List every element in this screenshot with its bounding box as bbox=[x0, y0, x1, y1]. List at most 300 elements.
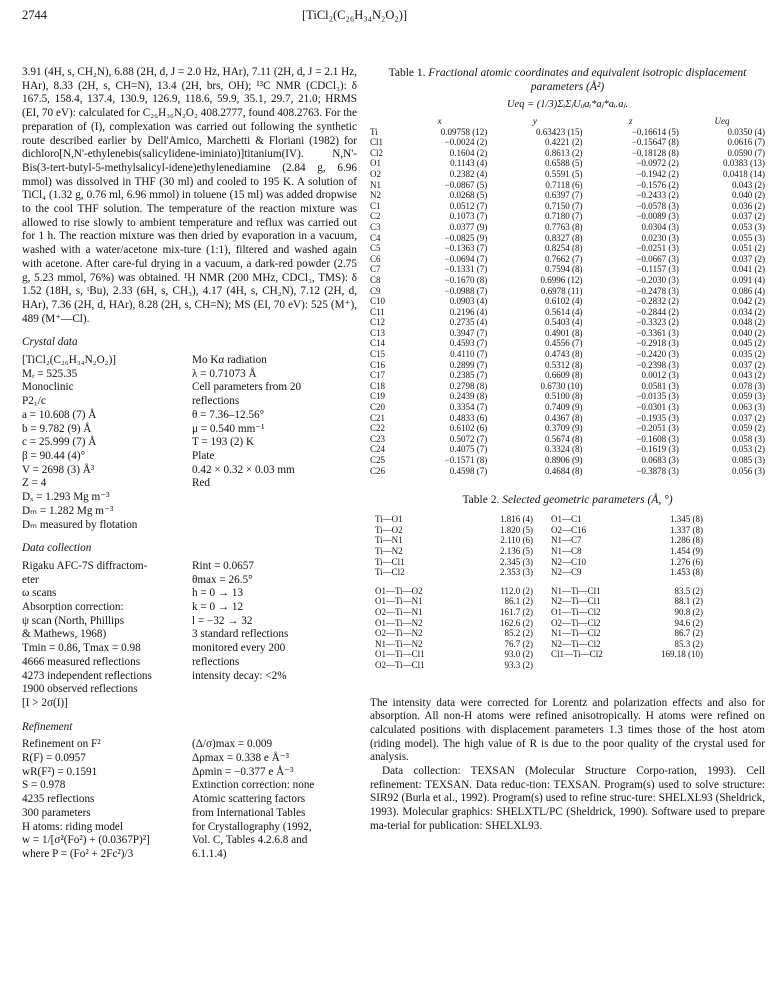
table-cell: 0.5403 (4) bbox=[545, 317, 583, 328]
table-row bbox=[375, 628, 703, 639]
table-row bbox=[375, 535, 703, 546]
table-row bbox=[370, 243, 765, 254]
refinement-heading: Refinement bbox=[22, 720, 73, 733]
crystal-col2-line: T = 193 (2) K bbox=[192, 436, 255, 449]
table-cell: Ti—Cl1 bbox=[375, 556, 405, 567]
table-cell: 0.0903 (4) bbox=[449, 296, 488, 307]
table-row bbox=[370, 338, 765, 349]
table-cell: O1—Ti—Cl2 bbox=[551, 606, 601, 617]
experimental-notes bbox=[370, 697, 765, 834]
table-cell: 0.1073 (7) bbox=[449, 211, 488, 222]
table-cell: 0.0350 (4) bbox=[727, 126, 765, 137]
table-cell: 0.045 (2) bbox=[732, 338, 765, 349]
table-cell: C10 bbox=[370, 296, 386, 307]
refinement-col2-line: Vol. C, Tables 4.2.6.8 and bbox=[192, 834, 308, 847]
table1-header-row bbox=[370, 116, 765, 127]
data-collection-col2 bbox=[192, 560, 357, 711]
table-cell: 0.7763 (8) bbox=[545, 221, 583, 232]
table-cell: 0.4110 (7) bbox=[450, 349, 488, 360]
collection-col1-line: 4666 measured reflections bbox=[22, 655, 141, 668]
table-cell: C19 bbox=[370, 391, 386, 402]
crystal-data-col1 bbox=[22, 354, 192, 532]
table-cell: C22 bbox=[370, 423, 386, 434]
table-cell: 0.63423 (15) bbox=[536, 126, 583, 137]
notes-paragraph-1: The intensity data were corrected for Lorentz and polarization effects and also for absorption. All non-H atoms were refined anisotropically. H atoms were refined on calculated positions with displacement parameters 1.3 times those of the host atom (riding model). The high value of R is due to the poor quality of the crystal used for analysis. bbox=[370, 696, 765, 764]
table-cell: 0.3709 (9) bbox=[545, 423, 583, 434]
table1-caption-text: Fractional atomic coordinates and equivalent isotropic displacement parameters (Å²) bbox=[428, 67, 747, 93]
crystal-col1-line: c = 25.999 (7) Å bbox=[22, 436, 97, 449]
table-cell: 0.0512 (7) bbox=[449, 200, 488, 211]
table-cell: O1—C1 bbox=[551, 514, 582, 525]
table-cell: C6 bbox=[370, 253, 381, 264]
table-cell: 0.7662 (7) bbox=[545, 253, 583, 264]
table-cell: C5 bbox=[370, 243, 381, 254]
table-row bbox=[370, 158, 765, 169]
collection-col2-line: monitored every 200 bbox=[192, 642, 286, 655]
table-cell: 0.4556 (7) bbox=[545, 338, 583, 349]
table-cell: O1—Ti—O2 bbox=[375, 585, 423, 596]
table-row bbox=[370, 233, 765, 244]
table-cell: 0.1143 (4) bbox=[450, 158, 488, 169]
table-cell: −0.2051 (3) bbox=[636, 423, 679, 434]
table-row bbox=[375, 618, 703, 629]
table-row bbox=[375, 596, 703, 607]
table-cell: 0.036 (2) bbox=[732, 200, 765, 211]
table-cell: −0.1157 (3) bbox=[636, 264, 679, 275]
table-cell: N2—Ti—Cl1 bbox=[551, 596, 601, 607]
refinement-col1-line: 4235 reflections bbox=[22, 793, 95, 806]
table2-body bbox=[375, 514, 703, 670]
table-cell: Ti—N1 bbox=[375, 535, 403, 546]
table-cell: 0.4684 (8) bbox=[545, 465, 583, 476]
refinement-col2-line: Atomic scattering factors bbox=[192, 793, 306, 806]
table-cell: Ti—Cl2 bbox=[375, 567, 405, 578]
collection-col1-line: Rigaku AFC-7S diffractom- bbox=[22, 559, 148, 572]
collection-col1-line: & Mathews, 1968) bbox=[22, 628, 107, 641]
table-cell: −0.2420 (3) bbox=[636, 349, 679, 360]
table-row bbox=[375, 514, 703, 525]
table-row bbox=[370, 275, 765, 286]
collection-col2-line: k = 0 → 12 bbox=[192, 601, 244, 614]
table-cell: −0.0578 (3) bbox=[636, 200, 679, 211]
table-cell: 0.5312 (8) bbox=[545, 359, 583, 370]
crystal-col1-line: Z = 4 bbox=[22, 477, 47, 490]
table-cell: Ti—N2 bbox=[375, 545, 403, 556]
table-cell: −0.2030 (3) bbox=[636, 274, 679, 285]
table-row bbox=[370, 148, 765, 159]
collection-col1-line: Absorption correction: bbox=[22, 601, 124, 614]
table-cell: −0.2918 (3) bbox=[636, 338, 679, 349]
table-row bbox=[375, 557, 703, 568]
table-cell: 94.6 (2) bbox=[674, 617, 703, 628]
running-header bbox=[22, 8, 762, 24]
table-row bbox=[370, 211, 765, 222]
table-cell: 0.6996 (12) bbox=[540, 274, 583, 285]
table-cell: C1 bbox=[370, 200, 381, 211]
table-cell: 0.6588 (5) bbox=[545, 158, 583, 169]
table-cell: C13 bbox=[370, 327, 386, 338]
table-cell: 76.7 (2) bbox=[504, 638, 533, 649]
table-row bbox=[370, 222, 765, 233]
table1-column-header: z bbox=[628, 116, 633, 126]
table-cell: N1—Ti—Cl2 bbox=[551, 628, 601, 639]
table-cell: C23 bbox=[370, 433, 386, 444]
refinement-col1 bbox=[22, 738, 192, 861]
table-cell: 85.3 (2) bbox=[674, 638, 703, 649]
collection-col2-line: θmax = 26.5° bbox=[192, 573, 253, 586]
table-cell: 0.6609 (8) bbox=[545, 370, 583, 381]
table-cell: 0.063 (3) bbox=[732, 402, 765, 413]
table-cell: 2.345 (3) bbox=[500, 556, 533, 567]
table-row bbox=[375, 607, 703, 618]
table-cell: 0.058 (3) bbox=[732, 433, 765, 444]
table-cell: 0.056 (3) bbox=[732, 465, 765, 476]
table1-label: Table 1. bbox=[388, 67, 426, 79]
table-cell: −0.1363 (7) bbox=[444, 243, 488, 254]
table-cell: C7 bbox=[370, 264, 381, 275]
table-cell: 0.2439 (8) bbox=[449, 391, 488, 402]
data-collection-block bbox=[22, 560, 357, 711]
table-cell: C21 bbox=[370, 412, 386, 423]
table-cell: −0.1608 (3) bbox=[636, 433, 679, 444]
table-cell: 0.0418 (14) bbox=[723, 168, 765, 179]
table-row bbox=[370, 466, 765, 477]
table-cell: 0.2385 (7) bbox=[449, 370, 488, 381]
table-cell: 0.4075 (7) bbox=[449, 444, 488, 455]
table-cell: 2.110 (6) bbox=[500, 535, 533, 546]
table-cell: 0.0012 (3) bbox=[641, 370, 679, 381]
table-cell: 0.5591 (5) bbox=[545, 168, 583, 179]
table-cell: −0.18128 (8) bbox=[631, 147, 679, 158]
table-cell: −0.3878 (3) bbox=[636, 465, 679, 476]
refinement-col2-line: from International Tables bbox=[192, 806, 306, 819]
table-cell: 1.453 (8) bbox=[670, 567, 703, 578]
left-column bbox=[22, 66, 357, 862]
table-cell: C11 bbox=[370, 306, 385, 317]
table-cell: −0.0867 (5) bbox=[444, 179, 488, 190]
table-cell: O2—Ti—Cl2 bbox=[551, 617, 601, 628]
table-cell: O1—Ti—N1 bbox=[375, 596, 423, 607]
table-row bbox=[375, 567, 703, 578]
table-row bbox=[370, 180, 765, 191]
table-cell: −0.1576 (2) bbox=[636, 179, 679, 190]
collection-col1-line: ω scans bbox=[22, 587, 57, 600]
table-cell: C16 bbox=[370, 359, 386, 370]
table-cell: 0.041 (2) bbox=[732, 264, 765, 275]
table-cell: 0.8906 (9) bbox=[545, 455, 583, 465]
table-cell: −0.0825 (9) bbox=[444, 232, 488, 243]
table-cell: Cl2 bbox=[370, 147, 384, 158]
table-cell: 0.8613 (2) bbox=[545, 147, 583, 158]
data-collection-heading: Data collection bbox=[22, 542, 92, 555]
table-row bbox=[375, 546, 703, 557]
crystal-col1-line: Mᵣ = 525.35 bbox=[22, 367, 78, 380]
table-cell: N2—Ti—Cl2 bbox=[551, 638, 601, 649]
table-cell: 0.8327 (8) bbox=[545, 232, 583, 243]
table-cell: 0.6102 (6) bbox=[449, 423, 488, 434]
table-cell: 0.4743 (8) bbox=[545, 349, 583, 360]
table-row bbox=[370, 137, 765, 148]
crystal-data-col2 bbox=[192, 354, 357, 532]
table-cell: 1.345 (8) bbox=[670, 514, 703, 525]
table-cell: 86.1 (2) bbox=[504, 596, 533, 607]
collection-col2-line: Rint = 0.0657 bbox=[192, 559, 254, 572]
table-cell: 1.820 (5) bbox=[500, 524, 533, 535]
table-cell: 0.4901 (8) bbox=[545, 327, 583, 338]
table-cell: 0.0230 (3) bbox=[641, 232, 679, 243]
table-cell: 1.276 (6) bbox=[670, 556, 703, 567]
table-cell: 0.2899 (7) bbox=[449, 359, 488, 370]
table-cell: 0.0683 (3) bbox=[641, 455, 679, 465]
table-cell: −0.3361 (3) bbox=[636, 327, 679, 338]
refinement-col2-line: 6.1.1.4) bbox=[192, 847, 227, 860]
crystal-col2-line: Cell parameters from 20 bbox=[192, 381, 302, 394]
table-cell: 88.1 (2) bbox=[674, 596, 703, 607]
table-cell: −0.1619 (3) bbox=[636, 444, 679, 455]
crystal-col1-line: Dₓ = 1.293 Mg m⁻³ bbox=[22, 491, 110, 504]
table-cell bbox=[633, 660, 703, 671]
table-row bbox=[370, 127, 765, 138]
table-cell: C9 bbox=[370, 285, 381, 296]
table-cell: −0.15647 (8) bbox=[631, 137, 679, 148]
table-cell: 1.286 (8) bbox=[670, 535, 703, 546]
table-cell: C26 bbox=[370, 465, 386, 476]
refinement-block bbox=[22, 738, 357, 861]
table-cell: Cl1 bbox=[370, 137, 384, 148]
table-cell: 1.816 (4) bbox=[500, 514, 533, 525]
table-cell: 169.18 (10) bbox=[661, 649, 703, 660]
table-cell: 0.034 (2) bbox=[732, 306, 765, 317]
table1-column-header bbox=[370, 116, 392, 127]
table-cell: C17 bbox=[370, 370, 386, 381]
crystal-col1-line: [TiCl₂(C₂₆H₃₄N₂O₂)] bbox=[22, 354, 117, 367]
table-cell: 0.0616 (7) bbox=[727, 137, 765, 148]
table-cell: −0.1942 (2) bbox=[636, 168, 679, 179]
table-cell: 90.8 (2) bbox=[674, 606, 703, 617]
refinement-col2 bbox=[192, 738, 357, 861]
table-cell: 0.3324 (8) bbox=[545, 444, 583, 455]
table-cell: 0.055 (3) bbox=[732, 232, 765, 243]
table1-body bbox=[370, 127, 765, 477]
table-row bbox=[370, 201, 765, 212]
table-cell: 0.4593 (7) bbox=[449, 338, 488, 349]
refinement-col2-line: Extinction correction: none bbox=[192, 779, 315, 792]
table-row bbox=[370, 423, 765, 434]
table-row bbox=[375, 586, 703, 597]
table-row bbox=[370, 455, 765, 466]
table-cell: Ti—O1 bbox=[375, 514, 403, 525]
crystal-col1-line: b = 9.782 (9) Å bbox=[22, 422, 92, 435]
crystal-col1-line: β = 90.44 (4)° bbox=[22, 449, 86, 462]
table-cell: −0.2844 (2) bbox=[636, 306, 679, 317]
table-cell: 0.091 (4) bbox=[732, 274, 765, 285]
table-row bbox=[370, 434, 765, 445]
collection-col1-line: [I > 2σ(I)] bbox=[22, 696, 68, 709]
table-cell: 2.353 (3) bbox=[500, 567, 533, 578]
table-cell: −0.0024 (2) bbox=[444, 137, 488, 148]
table-cell bbox=[551, 660, 633, 671]
table-cell: −0.0972 (2) bbox=[636, 158, 679, 169]
table-row bbox=[370, 317, 765, 328]
crystal-col2-line: reflections bbox=[192, 395, 240, 408]
table-row bbox=[370, 391, 765, 402]
crystal-col2-line: λ = 0.71073 Å bbox=[192, 367, 257, 380]
table-cell: C2 bbox=[370, 211, 381, 222]
collection-col1-line: 4273 independent reflections bbox=[22, 669, 152, 682]
table-cell: 0.6730 (10) bbox=[540, 380, 583, 391]
table-cell: 0.7150 (7) bbox=[545, 200, 583, 211]
table-cell: −0.0089 (3) bbox=[636, 211, 679, 222]
crystal-col1-line: Dₘ = 1.282 Mg m⁻³ bbox=[22, 504, 114, 517]
table1-column-header: Ueq bbox=[714, 116, 730, 126]
table-cell: 0.3354 (7) bbox=[449, 402, 488, 413]
table-cell: N2 bbox=[370, 190, 381, 201]
table-cell: 2.136 (5) bbox=[500, 545, 533, 556]
table2-label: Table 2. bbox=[462, 494, 500, 507]
table-cell: 93.3 (2) bbox=[504, 659, 533, 670]
atomic-coordinates-table bbox=[370, 116, 765, 476]
crystal-data-block bbox=[22, 354, 357, 532]
table-row bbox=[370, 328, 765, 339]
table-cell: 0.7409 (9) bbox=[545, 402, 583, 413]
refinement-col2-line: Δρmin = −0.377 e Å⁻³ bbox=[192, 765, 294, 778]
table-cell: 86.7 (2) bbox=[674, 628, 703, 639]
table-cell: Ti bbox=[370, 126, 378, 137]
table-cell: 0.053 (3) bbox=[732, 221, 765, 232]
table-row bbox=[370, 413, 765, 424]
table-row bbox=[370, 349, 765, 360]
table-row bbox=[370, 444, 765, 455]
table-cell: −0.2832 (2) bbox=[636, 296, 679, 307]
table-cell: 0.078 (3) bbox=[732, 380, 765, 391]
crystal-col2-line: θ = 7.36–12.56° bbox=[192, 408, 265, 421]
table-row bbox=[370, 307, 765, 318]
collection-col1-line: ψ scan (North, Phillips bbox=[22, 614, 125, 627]
table-cell: 0.3947 (7) bbox=[449, 327, 488, 338]
table-cell: 0.086 (4) bbox=[732, 285, 765, 296]
table-cell: 162.6 (2) bbox=[500, 617, 533, 628]
table-cell: −0.2433 (2) bbox=[636, 190, 679, 201]
table1-caption bbox=[370, 66, 765, 94]
table-cell: 0.037 (2) bbox=[732, 359, 765, 370]
refinement-col1-line: wR(F²) = 0.1591 bbox=[22, 765, 98, 778]
table-cell: 0.040 (2) bbox=[732, 190, 765, 201]
refinement-col2-line: Δρmax = 0.338 e Å⁻³ bbox=[192, 752, 290, 765]
collection-col1-line: eter bbox=[22, 573, 39, 586]
collection-col2-line: intensity decay: <2% bbox=[192, 669, 287, 682]
table1-column-header: x bbox=[437, 116, 442, 126]
table-cell: C8 bbox=[370, 274, 381, 285]
table-cell: C15 bbox=[370, 349, 386, 360]
crystal-col1-line: Monoclinic bbox=[22, 381, 74, 394]
table-cell: 0.0304 (3) bbox=[641, 221, 679, 232]
crystal-data-heading: Crystal data bbox=[22, 336, 78, 349]
table-cell: 0.0383 (13) bbox=[723, 158, 765, 169]
table1-column-header: y bbox=[532, 116, 537, 126]
data-collection-col1 bbox=[22, 560, 192, 711]
table-cell: C12 bbox=[370, 317, 386, 328]
collection-col2-line: h = 0 → 13 bbox=[192, 587, 244, 600]
table-cell: 0.5674 (8) bbox=[545, 433, 583, 444]
table-cell: 0.085 (3) bbox=[732, 455, 765, 465]
table-cell: C14 bbox=[370, 338, 386, 349]
table-cell: 0.4221 (2) bbox=[545, 137, 583, 148]
table-cell: N2—C10 bbox=[551, 556, 587, 567]
table-row bbox=[370, 254, 765, 265]
page-number: 2744 bbox=[22, 8, 47, 22]
table-cell: −0.2398 (3) bbox=[636, 359, 679, 370]
table-row bbox=[370, 286, 765, 297]
table-cell: 85.2 (2) bbox=[504, 628, 533, 639]
geometric-parameters-table bbox=[375, 514, 703, 670]
table-cell: N1—Ti—Cl1 bbox=[551, 585, 601, 596]
table-cell: 0.7118 (6) bbox=[545, 179, 583, 190]
table-cell: −0.0988 (7) bbox=[444, 285, 488, 296]
table-cell: −0.2478 (3) bbox=[636, 285, 679, 296]
table-cell: 0.2735 (4) bbox=[449, 317, 488, 328]
table-cell: 0.4833 (6) bbox=[449, 412, 488, 423]
refinement-col1-line: H atoms: riding model bbox=[22, 820, 123, 833]
refinement-col1-line: Refinement on F² bbox=[22, 738, 101, 751]
table-cell: −0.1331 (7) bbox=[444, 264, 488, 275]
table-cell: 0.7180 (7) bbox=[545, 211, 583, 222]
table-cell: 0.2196 (4) bbox=[449, 306, 488, 317]
table-cell: N1 bbox=[370, 179, 381, 190]
table-row bbox=[375, 525, 703, 536]
table-cell: −0.1935 (3) bbox=[636, 412, 679, 423]
collection-col2-line: reflections bbox=[192, 655, 240, 668]
refinement-col1-line: where P = (Fo² + 2Fc²)/3 bbox=[22, 847, 134, 860]
table-cell: 0.053 (2) bbox=[732, 444, 765, 455]
table-cell: 0.2382 (4) bbox=[449, 168, 488, 179]
table2-caption bbox=[370, 494, 765, 506]
collection-col2-line: l = −32 → 32 bbox=[192, 614, 253, 627]
table-cell: O2—Ti—Cl1 bbox=[375, 659, 425, 670]
table-cell: O1 bbox=[370, 158, 381, 169]
table-row bbox=[370, 381, 765, 392]
table-cell: 0.5100 (8) bbox=[545, 391, 583, 402]
table-cell: N1—Ti—N2 bbox=[375, 638, 423, 649]
table-cell: 0.0377 (9) bbox=[449, 221, 488, 232]
table-cell: 93.0 (2) bbox=[504, 649, 533, 660]
table-cell: O1—Ti—N2 bbox=[375, 617, 423, 628]
table-cell: 0.09758 (12) bbox=[440, 126, 488, 137]
table-cell: 0.051 (2) bbox=[732, 243, 765, 254]
collection-col1-line: 1900 observed reflections bbox=[22, 683, 138, 696]
table-row bbox=[375, 639, 703, 650]
table-cell: 0.5614 (4) bbox=[545, 306, 583, 317]
table-cell: −0.0301 (3) bbox=[636, 402, 679, 413]
table-cell: C3 bbox=[370, 221, 381, 232]
table-cell: −0.1670 (8) bbox=[444, 274, 488, 285]
table-cell: 0.037 (2) bbox=[732, 211, 765, 222]
table-cell: −0.0694 (7) bbox=[444, 253, 488, 264]
header-title: [TiCl₂(C₂₆H₃₄N₂O₂)] bbox=[302, 8, 408, 22]
crystal-col2-line: Red bbox=[192, 477, 211, 490]
table-cell: 0.059 (2) bbox=[732, 423, 765, 434]
crystal-col2-line: Plate bbox=[192, 449, 215, 462]
synthesis-paragraph: 3.91 (4H, s, CH₂N), 6.88 (2H, d, J = 2.0 Hz, HAr), 7.11 (2H, d, J = 2.1 Hz, HAr), 8.33 (2H, s, CH=N), 13.4 (2H, brs, OH); ¹³C NMR (CDCl₃): δ 167.5, 158.4, 137.4, 130.9, 126.9, 118.6, 59.9, 35.1, 29.7, 21.0; HRMS (EI, 70 eV): calculated for C₂₆H₃₆N₂O₂ 408.2777, found 408.2763. For the preparation of (I), complexation was carried out following the synthetic route described earlier by Dell'Amico, Marchetti & Floriani (1982) for dichloro[N,N'-ethylenebis(salicylidene-iminiato)]titanium(IV). N,N'-Bis(3-tert-butyl-5-methylsalicyl-idene)ethylenediamine (2.84 g, 6.96 mmol) was dissolved in THF (30 ml) and cooled to 195 K. A solution of TiCl₄ (1.32 g, 0.76 ml, 6.96 mmol) in toluene (15 ml) was added dropwise to the cool THF solution. The temperature of the reaction mixture was allowed to rise slowly to ambient temperature and reflux was carried out for 1 h. The reaction mixture was then dried by evaporation in a vacuum, washed with a water/acetone mix-ture (1:1), filtered and washed again with acetone. After care-ful drying in a vacuum, a dark-red powder (2.75 g, 5.23 mmol, 76%) was obtained. ¹H NMR (200 MHz, CDCl₃, TMS): δ 1.52 (18H, s, ᵗBu), 2.33 (6H, s, CH₃), 4.17 (4H, s, CH₂N), 7.12 (2H, d, HAr), 7.36 (2H, d, HAr), 8.28 (2H, s, CH=N); MS (EI, 70 eV): 525 (M⁺), 489 (M⁺—Cl). bbox=[22, 66, 357, 325]
table-cell: 0.8254 (8) bbox=[545, 243, 583, 254]
table-cell: 0.059 (3) bbox=[732, 391, 765, 402]
table-row bbox=[375, 649, 703, 660]
table-cell: 0.4367 (8) bbox=[545, 412, 583, 423]
crystal-col1-line: Dₘ measured by flotation bbox=[22, 518, 138, 531]
table-cell: 0.043 (2) bbox=[732, 370, 765, 381]
crystal-col2-line: μ = 0.540 mm⁻¹ bbox=[192, 422, 265, 435]
table-cell: O2 bbox=[370, 168, 381, 179]
table-cell: 0.6397 (7) bbox=[545, 190, 583, 201]
